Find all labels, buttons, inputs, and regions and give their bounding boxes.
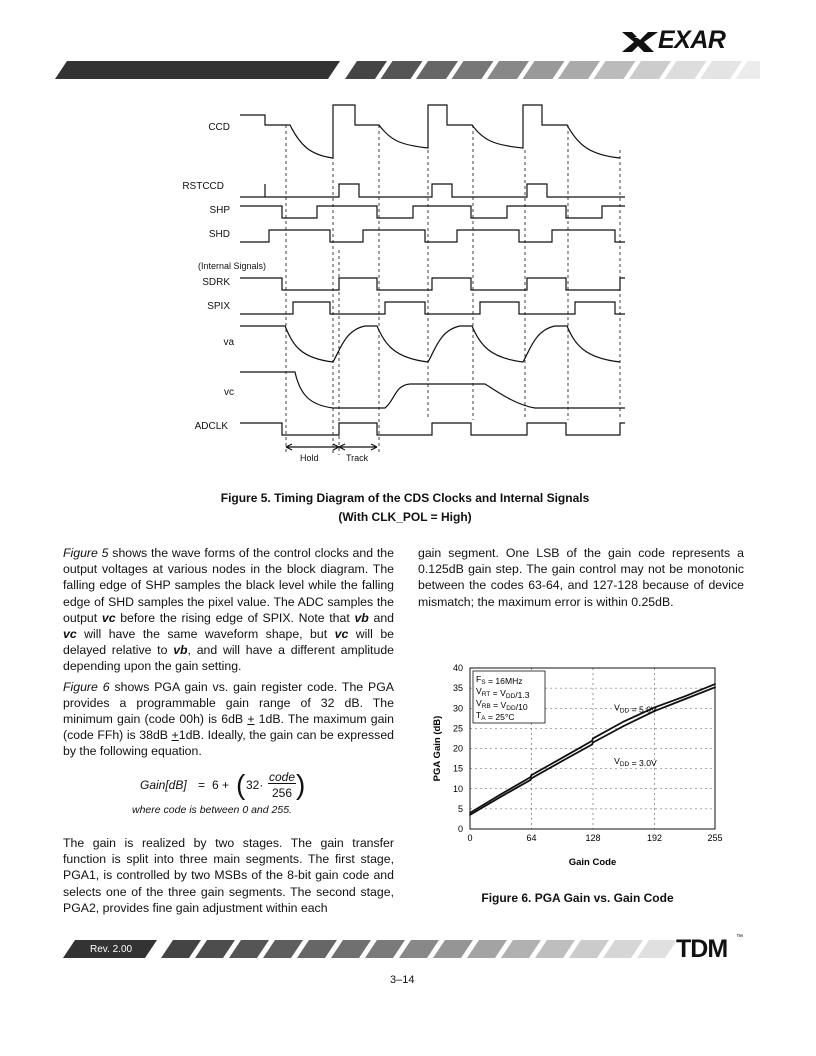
header-stripe xyxy=(452,61,494,79)
adclk-waveform xyxy=(240,423,625,435)
chart-conditions-box xyxy=(473,671,545,723)
conditions-line: $F_S = 16MHz$ xyxy=(476,674,523,686)
ccd-waveform xyxy=(240,105,620,158)
equation-where: where code is between 0 and 255. xyxy=(132,804,292,816)
footer-stripe xyxy=(637,940,675,958)
spix-waveform xyxy=(240,302,625,314)
signal-label-shd: SHD xyxy=(208,229,230,240)
header-stripe xyxy=(487,61,529,79)
header-stripe xyxy=(629,61,671,79)
equation-numerator: code xyxy=(268,770,296,784)
series-point xyxy=(591,744,593,746)
series-point xyxy=(684,695,686,697)
va-waveform xyxy=(240,326,620,362)
footer-stripe xyxy=(603,940,643,958)
x-tick-label: 0 xyxy=(467,833,473,843)
y-tick-label: 5 xyxy=(457,803,463,814)
annotation-vdd-3v: $V_{DD} = 3.0V$ xyxy=(614,755,657,768)
shd-waveform xyxy=(240,230,625,242)
paragraph-gain-stages: The gain is realized by two stages. The gain transfer function is split into three main segments. The first stage, PGA1, is controlled by two MSBs of the 8-bit gain code and selects one of the three gain segments. The second stage, PGA2, provides fine gain adjustment within each xyxy=(63,836,394,915)
signal-label-shp: SHP xyxy=(209,205,230,216)
series-point xyxy=(623,725,625,727)
header-stripe xyxy=(416,61,458,79)
footer-stripe xyxy=(467,940,507,958)
figure5-caption-line2: (With CLK_POL = High) xyxy=(338,510,472,524)
x-tick-label: 128 xyxy=(585,833,601,843)
equation-fraction-bar xyxy=(268,783,296,784)
header-stripe xyxy=(381,61,423,79)
footer-stripe xyxy=(501,940,541,958)
header-stripe xyxy=(700,61,742,79)
y-axis-label: PGA Gain (dB) xyxy=(432,715,443,782)
signal-label-vc: vc xyxy=(224,387,234,398)
series-point xyxy=(531,777,533,779)
footer-stripe xyxy=(535,940,575,958)
shp-waveform xyxy=(240,206,625,218)
pga-gain-chart-svg xyxy=(425,660,735,875)
series-point xyxy=(531,774,533,776)
track-arrow xyxy=(339,444,377,450)
footer-stripe xyxy=(331,940,371,958)
y-tick-label: 20 xyxy=(452,743,463,754)
hold-arrow xyxy=(286,444,339,450)
track-label: Track xyxy=(346,453,369,463)
footer-stripe-bar xyxy=(63,940,675,958)
footer-stripe xyxy=(433,940,473,958)
equation-32: 32· xyxy=(246,778,264,792)
series-point xyxy=(714,683,716,685)
signal-label-spix: SPIX xyxy=(207,301,230,312)
header-stripe xyxy=(523,61,565,79)
exar-logo-mark-icon xyxy=(620,28,660,54)
annotation-vdd-5v: $V_{DD} = 5.0V$ xyxy=(614,702,657,715)
figure5-caption-line1: Figure 5. Timing Diagram of the CDS Clocks and Internal Signals xyxy=(220,491,590,505)
signal-label-sdrk: SDRK xyxy=(202,277,230,288)
timing-waveforms xyxy=(235,100,635,470)
series-point xyxy=(591,740,593,742)
y-tick-label: 35 xyxy=(452,683,463,694)
left-column-top xyxy=(63,545,394,764)
rstccd-waveform xyxy=(240,184,625,197)
footer-stripe xyxy=(195,940,235,958)
header-stripe xyxy=(558,61,600,79)
x-tick-label: 192 xyxy=(646,833,662,843)
header-stripe xyxy=(345,61,387,79)
header-stripe-bar xyxy=(55,61,760,79)
hold-label: Hold xyxy=(300,453,319,463)
footer-stripe xyxy=(161,940,201,958)
footer-stripe xyxy=(569,940,609,958)
paragraph-figure5-description: Figure 5 shows the wave forms of the control clocks and the output voltages at various nodes in the block diagram. The falling edge of SHP samples the black level while the falling edge of SHD samples the pixel value. The ADC samples the output vc before the rising edge of SPIX. Note that vb and vc will have the same waveform shape, but vc will be delayed relative to vb, and will have a different amplitude depending upon the gain setting. xyxy=(63,546,394,674)
equation-lhs: Gain[dB] xyxy=(140,778,187,792)
gain-equation xyxy=(140,769,340,803)
x-axis-label: Gain Code xyxy=(568,857,617,868)
header-stripe xyxy=(594,61,636,79)
signal-label-adclk: ADCLK xyxy=(194,421,228,432)
trademark-symbol: ™ xyxy=(736,934,743,941)
series-point xyxy=(714,686,716,688)
series-point xyxy=(592,742,594,744)
series-point xyxy=(592,738,594,740)
y-tick-label: 25 xyxy=(452,723,463,734)
series-point xyxy=(500,793,502,795)
series-point xyxy=(530,779,532,781)
series-point xyxy=(561,760,563,762)
footer-stripe xyxy=(365,940,405,958)
internal-signals-label: (Internal Signals) xyxy=(197,261,266,271)
x-tick-label: 255 xyxy=(707,833,723,843)
signal-label-va: va xyxy=(223,337,234,348)
conditions-line: $V_{RB} = V_{DD}/10$ xyxy=(476,698,528,712)
x-tick-label: 64 xyxy=(526,833,537,843)
footer-stripe xyxy=(229,940,269,958)
series-point xyxy=(623,721,625,723)
series-point xyxy=(561,757,563,759)
signal-label-rstccd: RSTCCD xyxy=(182,181,224,192)
paragraph-gain-segment: gain segment. One LSB of the gain code represents a 0.125dB gain step. The gain control may not be monotonic between the codes 63-64, and 127-128 because of device mismatch; the maximum error is within 0.25dB. xyxy=(418,546,744,609)
equation-left-paren: ( xyxy=(236,769,246,800)
signal-label-ccd: CCD xyxy=(208,122,230,133)
y-tick-label: 10 xyxy=(452,783,463,794)
tdm-logo-text: TDM xyxy=(676,935,728,963)
series-point xyxy=(469,814,471,816)
footer-stripe xyxy=(263,940,303,958)
equation-six: 6 + xyxy=(212,778,230,792)
vc-waveform xyxy=(240,372,625,408)
series-point xyxy=(500,796,502,798)
equation-right-paren: ) xyxy=(296,769,306,800)
conditions-line: $T_A = 25^\circ C$ xyxy=(476,710,515,722)
header-stripe xyxy=(665,61,707,79)
tdm-logo xyxy=(676,935,746,965)
revision-label: Rev. 2.00 xyxy=(90,944,133,955)
exar-logo xyxy=(620,28,740,54)
series-point xyxy=(684,698,686,700)
exar-logo-text: EXAR xyxy=(658,26,726,54)
equation-equals: = xyxy=(198,778,206,792)
y-tick-label: 15 xyxy=(452,763,463,774)
page-number: 3–14 xyxy=(390,974,415,986)
paragraph-figure6-description: Figure 6 shows PGA gain vs. gain register code. The PGA provides a programmable gain range of 32 dB. The minimum gain (code 00h) is 6dB + 1dB. The maximum gain (code FFh) is 38dB +1dB. Ideally, the gain can be expressed by the following equation. xyxy=(63,679,394,759)
sdrk-waveform xyxy=(240,278,625,290)
y-tick-label: 0 xyxy=(457,824,463,834)
conditions-line: $V_{RT} = V_{DD}/1.3$ xyxy=(476,686,530,700)
figure6-caption: Figure 6. PGA Gain vs. Gain Code xyxy=(481,891,674,905)
footer-stripe xyxy=(399,940,439,958)
y-tick-label: 30 xyxy=(452,703,463,714)
equation-denominator: 256 xyxy=(271,786,293,800)
y-tick-label: 40 xyxy=(452,663,463,673)
footer-stripe xyxy=(297,940,337,958)
